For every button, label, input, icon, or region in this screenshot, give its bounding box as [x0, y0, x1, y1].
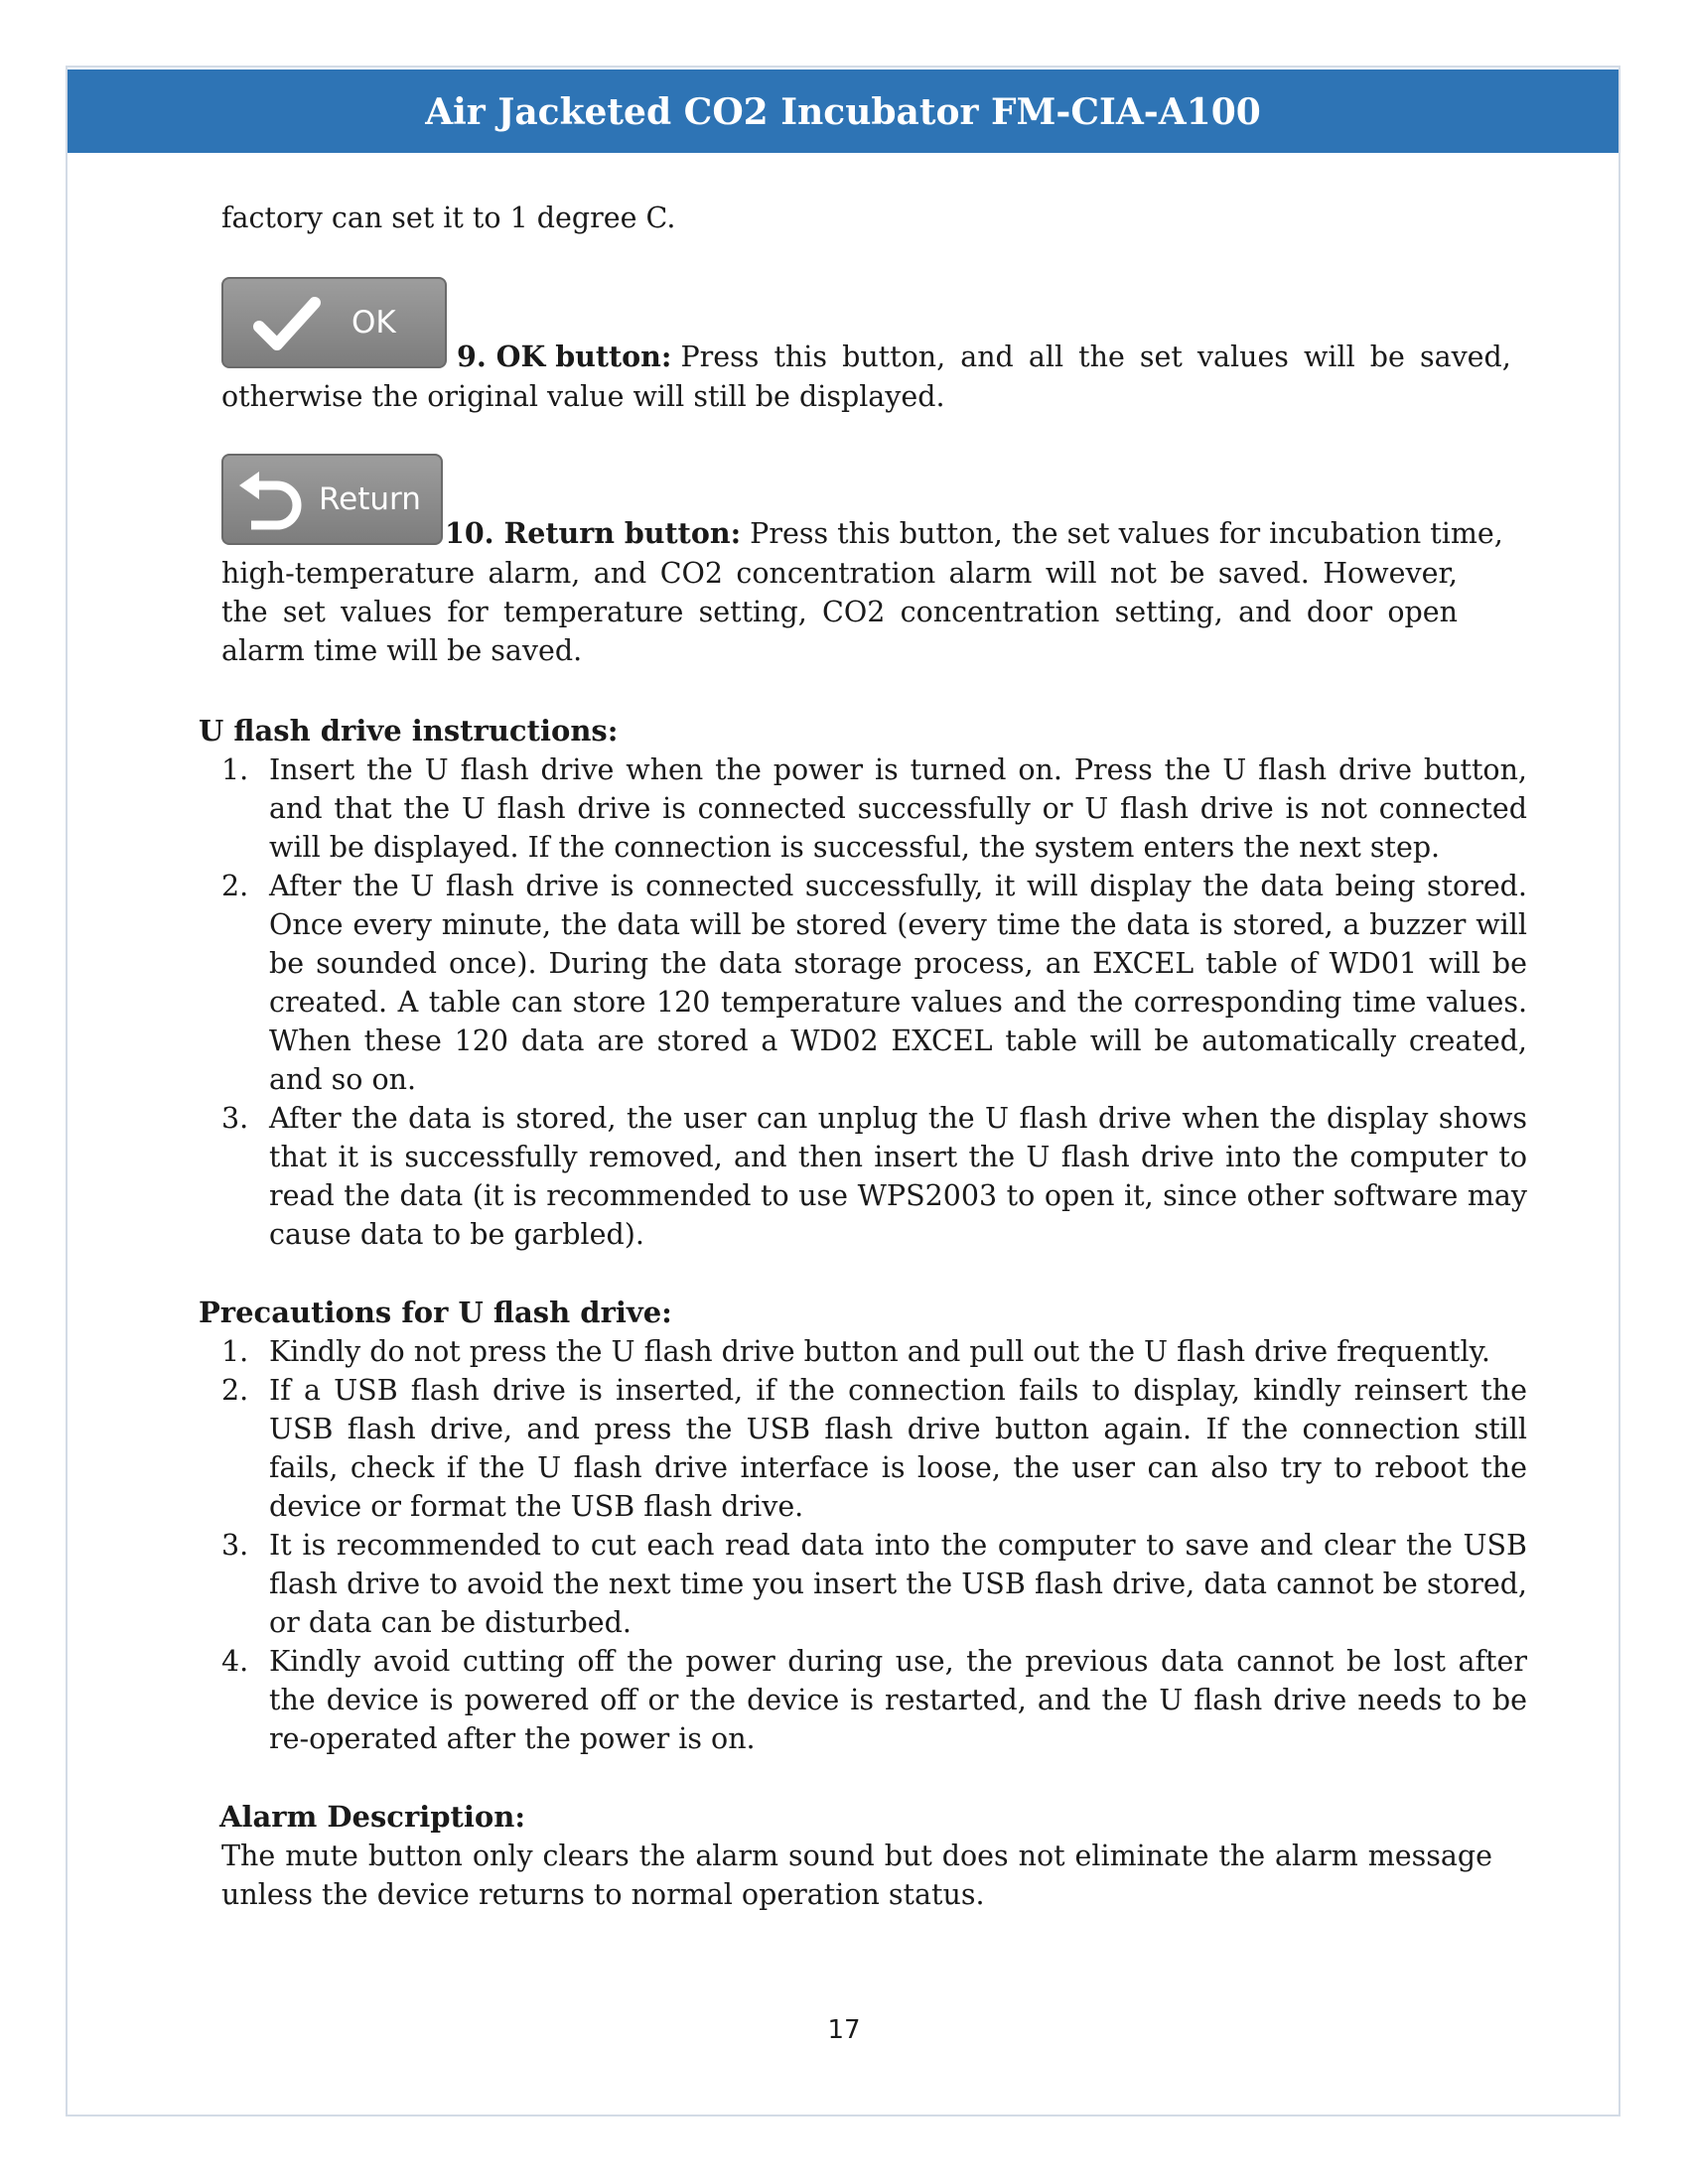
- alarm-heading: Alarm Description:: [219, 1800, 526, 1834]
- return-text-rest: high-temperature alarm, and CO2 concentration alarm will not be saved. However, the set values for temperature setting, CO2 concentration setting, and door open alarm time will be saved.: [221, 557, 1458, 667]
- return-text-1: Press this button, the set values for incubation time,: [750, 517, 1503, 550]
- list-item: 1. Insert the U flash drive when the power is turned on. Press the U flash drive button, and that the U flash drive is connected successfully or U flash drive is not connected will be displayed. If the connection is successful, the system enters the next step.: [221, 753, 1527, 864]
- precautions-list: [221, 1332, 1527, 1758]
- ok-text-1: Press this button, and all the set values will be saved,: [680, 341, 1511, 373]
- ok-line1: [457, 338, 1511, 376]
- list-item: 2. After the U flash drive is connected successfully, it will display the data being stored. Once every minute, the data will be stored (every time the data is stored, a buzzer will be sounded once). During the data storage process, an EXCEL table of WD01 will be created. A table can store 120 temperature values and the corresponding time values. When these 120 data are stored a WD02 EXCEL table will be automatically created, and so on.: [221, 870, 1527, 1096]
- ok-button-label: OK: [352, 305, 396, 341]
- alarm-text: The mute button only clears the alarm sound but does not eliminate the alarm message unless the device returns to normal operation status.: [221, 1840, 1492, 1911]
- intro-text: [221, 199, 1492, 237]
- list-item: 1. Kindly do not press the U flash drive button and pull out the U flash drive frequently.: [221, 1335, 1490, 1368]
- page-number: 17: [827, 2015, 861, 2045]
- ok-heading: 9. OK button:: [457, 340, 672, 373]
- return-button-image: [221, 454, 443, 545]
- precautions-heading: Precautions for U flash drive:: [199, 1296, 672, 1329]
- list-item: 3. It is recommended to cut each read data into the computer to save and clear the USB flash drive to avoid the next time you insert the USB flash drive, data cannot be stored, or data can be disturbed.: [221, 1529, 1527, 1639]
- checkmark-icon: [253, 295, 323, 354]
- return-arrow-icon: [237, 470, 307, 531]
- list-item: 3. After the data is stored, the user can unplug the U flash drive when the display shows that it is successfully removed, and then insert the U flash drive into the computer to read the data (it is recommended to use WPS2003 to open it, since other software may cause data to be garbled).: [221, 1102, 1527, 1251]
- intro-line: factory can set it to 1 degree C.: [221, 202, 676, 234]
- list-item: 2. If a USB flash drive is inserted, if the connection fails to display, kindly reinsert the USB flash drive, and press the USB flash drive button again. If the connection still fails, check if the U flash drive interface is loose, the user can also try to reboot the device or format the USB flash drive.: [221, 1374, 1527, 1523]
- ok-text-2: otherwise the original value will still be displayed.: [221, 380, 945, 413]
- list-item: 4. Kindly avoid cutting off the power during use, the previous data cannot be lost after the device is powered off or the device is restarted, and the U flash drive needs to be re-operated after the power is on.: [221, 1645, 1527, 1755]
- uflash-heading: U flash drive instructions:: [199, 714, 619, 748]
- return-line1: [445, 514, 1503, 553]
- ok-button-image: [221, 277, 447, 368]
- page-header: Air Jacketed CO2 Incubator FM-CIA-A100: [68, 69, 1618, 153]
- return-heading: 10. Return button:: [445, 516, 742, 550]
- uflash-list: [221, 751, 1527, 1254]
- return-button-label: Return: [319, 481, 421, 517]
